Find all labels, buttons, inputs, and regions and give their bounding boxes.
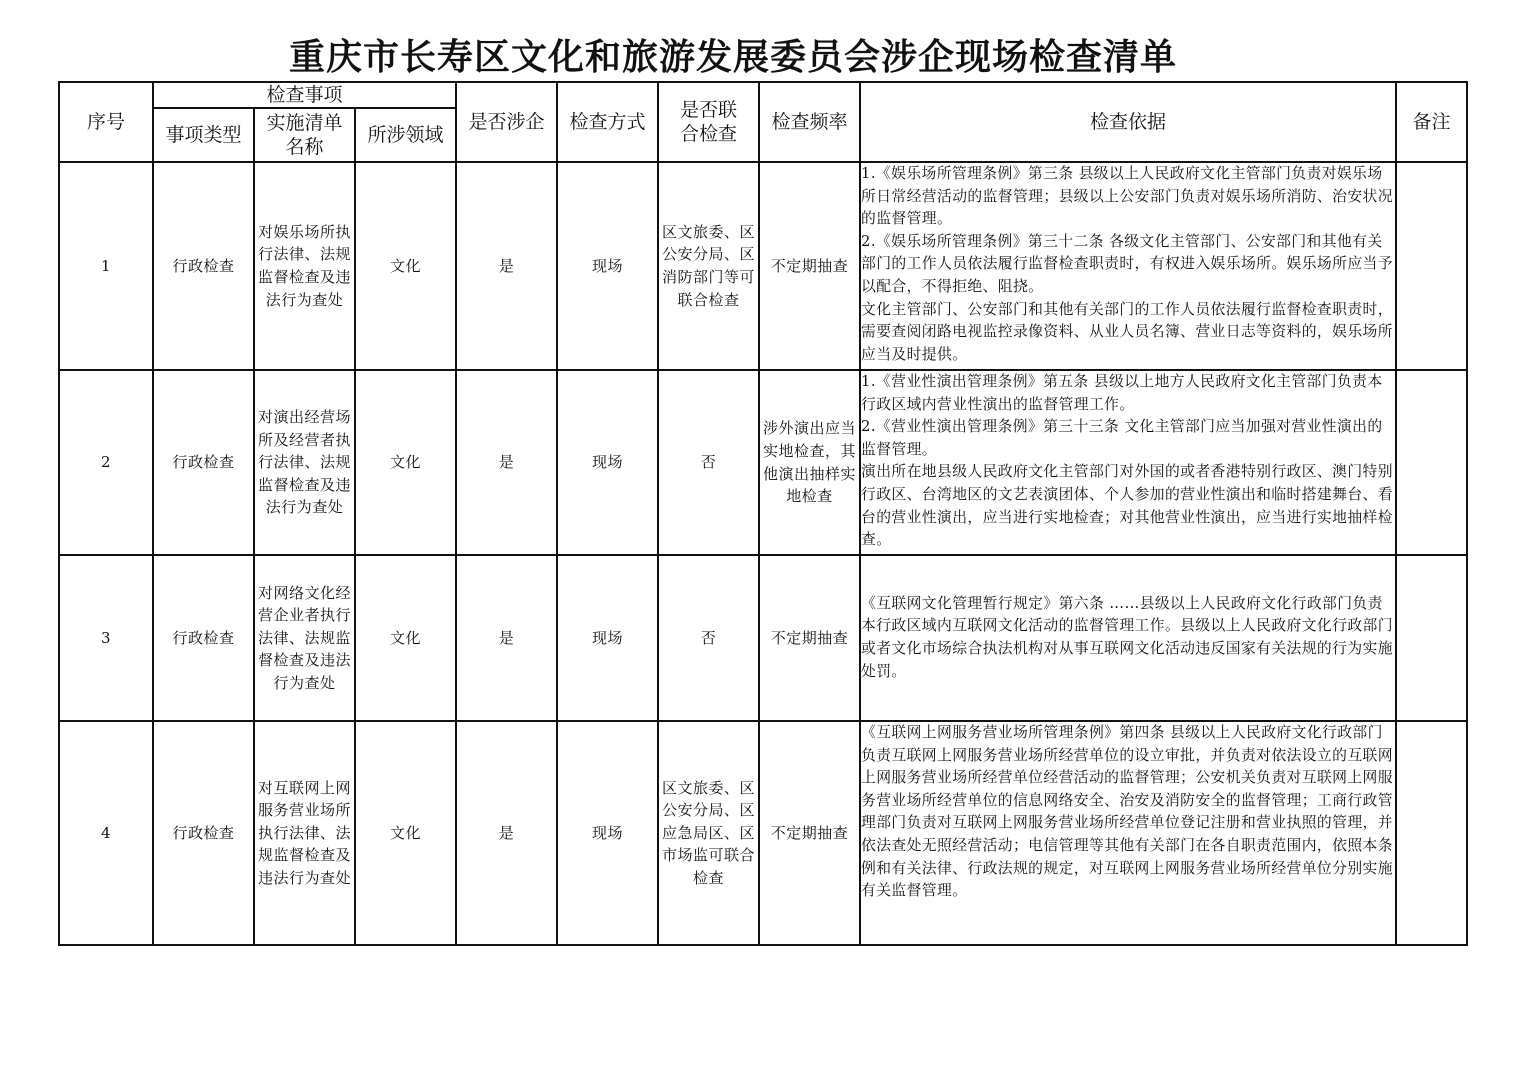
cell-frequency: 不定期抽查 — [759, 162, 860, 370]
cell-enterprise: 是 — [456, 721, 557, 945]
cell-seq: 2 — [59, 370, 153, 555]
cell-list-name: 对网络文化经营企业者执行法律、法规监督检查及违法行为查处 — [254, 555, 355, 721]
basis-paragraph: 1.《娱乐场所管理条例》第三条 县级以上人民政府文化主管部门负责对娱乐场所日常经营活动的监督管理；县级以上公安部门负责对娱乐场所消防、治安状况的监督管理。 — [861, 165, 1393, 228]
cell-remark — [1396, 162, 1467, 370]
cell-item-type: 行政检查 — [153, 721, 254, 945]
cell-domain: 文化 — [355, 162, 456, 370]
table-header — [59, 82, 1467, 162]
table-row — [59, 721, 1467, 945]
basis-paragraph: 《互联网上网服务营业场所管理条例》第四条 县级以上人民政府文化行政部门负责互联网上网服务营业场所经营单位的设立审批，并负责对依法设立的互联网上网服务营业场所经营单位经营活动的监督管理；公安机关负责对互联网上网服务营业场所经营单位的信息网络安全、治安及消防安全的监督管理；工商行政管理部门负责对互联网上网服务营业场所经营单位登记注册和营业执照的管理，并依法查处无照经营活动；电信管理等其他有关部门在各自职责范围内，依照本条例和有关法律、行政法规的规定，对互联网上网服务营业场所经营单位分别实施有关监督管理。 — [861, 724, 1393, 900]
cell-remark — [1396, 555, 1467, 721]
header-frequency: 检查频率 — [759, 82, 860, 162]
cell-method: 现场 — [557, 721, 658, 945]
basis-paragraph: 演出所在地县级人民政府文化主管部门对外国的或者香港特别行政区、澳门特别行政区、台湾地区的文艺表演团体、个人参加的营业性演出和临时搭建舞台、看台的营业性演出，应当进行实地检查；对其他营业性演出，应当进行实地抽样检查。 — [861, 463, 1393, 549]
cell-basis — [860, 555, 1396, 721]
cell-enterprise: 是 — [456, 555, 557, 721]
cell-basis — [860, 370, 1396, 555]
table-row — [59, 555, 1467, 721]
header-remark: 备注 — [1396, 82, 1467, 162]
page-title: 重庆市长寿区文化和旅游发展委员会涉企现场检查清单 — [288, 37, 1177, 78]
basis-paragraph: 1.《营业性演出管理条例》第五条 县级以上地方人民政府文化主管部门负责本行政区域内营业性演出的监督管理工作。 — [861, 373, 1383, 413]
basis-paragraph: 文化主管部门、公安部门和其他有关部门的工作人员依法履行监督检查职责时，需要查阅闭路电视监控录像资料、从业人员名簿、营业日志等资料的，娱乐场所应当及时提供。 — [861, 300, 1393, 363]
header-list-name-label: 实施清单名称 — [266, 112, 343, 158]
cell-domain: 文化 — [355, 721, 456, 945]
table-row — [59, 162, 1467, 370]
cell-remark — [1396, 370, 1467, 555]
basis-paragraph: 2.《娱乐场所管理条例》第三十二条 各级文化主管部门、公安部门和其他有关部门的工作人员依法履行监督检查职责时，有权进入娱乐场所。娱乐场所应当予以配合，不得拒绝、阻挠。 — [861, 232, 1393, 295]
header-domain: 所涉领域 — [355, 108, 456, 162]
cell-list-name: 对娱乐场所执行法律、法规监督检查及违法行为查处 — [254, 162, 355, 370]
cell-method: 现场 — [557, 162, 658, 370]
cell-item-type: 行政检查 — [153, 162, 254, 370]
cell-domain: 文化 — [355, 370, 456, 555]
header-list-name — [254, 108, 355, 162]
cell-seq: 1 — [59, 162, 153, 370]
cell-method: 现场 — [557, 370, 658, 555]
table-row — [59, 370, 1467, 555]
cell-remark — [1396, 721, 1467, 945]
cell-seq: 4 — [59, 721, 153, 945]
cell-enterprise: 是 — [456, 370, 557, 555]
cell-method: 现场 — [557, 555, 658, 721]
cell-frequency: 不定期抽查 — [759, 721, 860, 945]
cell-basis — [860, 721, 1396, 945]
cell-joint: 否 — [658, 555, 759, 721]
cell-frequency: 涉外演出应当实地检查，其他演出抽样实地检查 — [759, 370, 860, 555]
cell-basis — [860, 162, 1396, 370]
header-item-type: 事项类型 — [153, 108, 254, 162]
cell-seq: 3 — [59, 555, 153, 721]
cell-item-type: 行政检查 — [153, 555, 254, 721]
basis-paragraph: 《互联网文化管理暂行规定》第六条 ……县级以上人民政府文化行政部门负责本行政区域内互联网文化活动的监督管理工作。县级以上人民政府文化行政部门或者文化市场综合执法机构对从事互联网文化活动违反国家有关法规的行为实施处罚。 — [861, 594, 1393, 680]
basis-paragraph: 2.《营业性演出管理条例》第三十三条 文化主管部门应当加强对营业性演出的监督管理。 — [861, 418, 1383, 458]
header-basis: 检查依据 — [860, 82, 1396, 162]
cell-joint: 区文旅委、区公安分局、区消防部门等可联合检查 — [658, 162, 759, 370]
header-joint-label: 是否联合检查 — [680, 99, 738, 145]
inspection-table — [58, 81, 1468, 946]
cell-joint: 区文旅委、区公安分局、区应急局区、区市场监可联合检查 — [658, 721, 759, 945]
header-seq: 序号 — [59, 82, 153, 162]
cell-item-type: 行政检查 — [153, 370, 254, 555]
cell-list-name: 对演出经营场所及经营者执行法律、法规监督检查及违法行为查处 — [254, 370, 355, 555]
cell-enterprise: 是 — [456, 162, 557, 370]
header-item-group: 检查事项 — [153, 82, 456, 108]
cell-frequency: 不定期抽查 — [759, 555, 860, 721]
header-joint — [658, 82, 759, 162]
cell-joint: 否 — [658, 370, 759, 555]
header-enterprise: 是否涉企 — [456, 82, 557, 162]
cell-domain: 文化 — [355, 555, 456, 721]
cell-list-name: 对互联网上网服务营业场所执行法律、法规监督检查及违法行为查处 — [254, 721, 355, 945]
header-method: 检查方式 — [557, 82, 658, 162]
